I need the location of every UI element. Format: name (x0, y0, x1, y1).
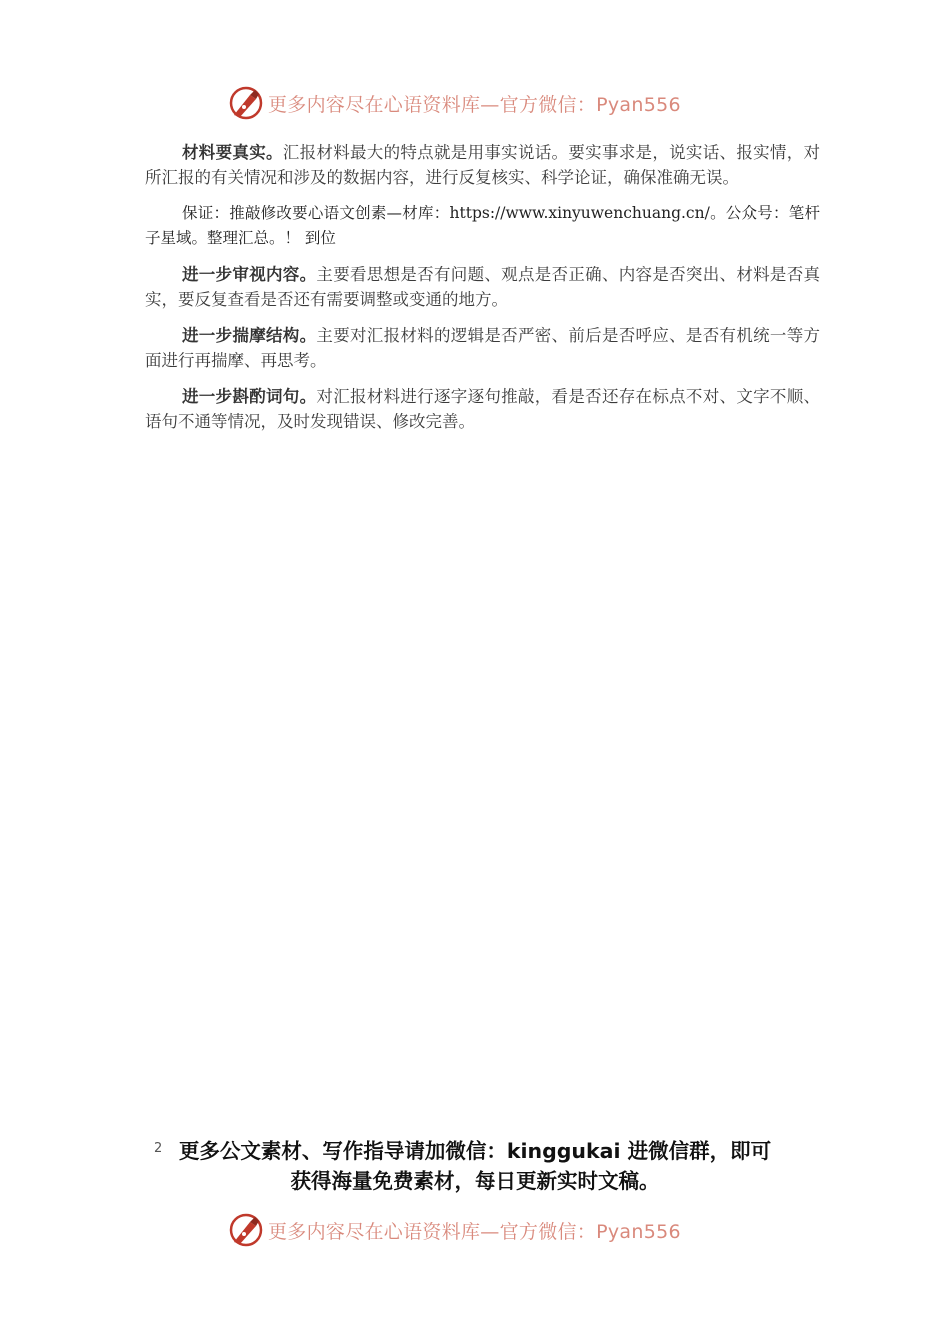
banner-text: 更多内容尽在心语资料库—官方微信：Pyan556 (268, 93, 681, 116)
source-url-link[interactable]: https://www.xinyuwenchuang.cn/ (449, 204, 710, 222)
paragraph-review-structure: 进一步揣摩结构。主要对汇报材料的逻辑是否严密、前后是否呼应、是否有机统一等方面进行再揣摩、再思考。 (145, 326, 821, 370)
paragraph-review-content: 进一步审视内容。主要看思想是否有问题、观点是否正确、内容是否突出、材料是否真实，要反复查看是否还有需要调整或变通的地方。 (145, 265, 821, 309)
page-number: 2 (154, 1141, 163, 1156)
document-body (145, 140, 820, 445)
banner-text: 更多内容尽在心语资料库—官方微信：Pyan556 (268, 1220, 681, 1243)
paragraph-material-authentic: 材料要真实。汇报材料最大的特点就是用事实说话。要实事求是，说实话、报实情，对所汇报的有关情况和涉及的数据内容，进行反复核实、科学论证，确保准确无误。 (145, 143, 821, 187)
promo-line-1: 更多公文素材、写作指导请加微信：kinggukai 进微信群，即可 (178, 1139, 772, 1163)
pen-nib-logo-icon (228, 1212, 264, 1248)
header-banner (228, 83, 728, 123)
footer-banner (228, 1210, 728, 1250)
paragraph-source-notice: 保证：推敲修改要心语文创素—材库：https://www.xinyuwenchuang.cn/。公众号：笔杆子星域。整理汇总。！ 到位 (145, 204, 820, 247)
promo-line-2: 获得海量免费素材，每日更新实时文稿。 (290, 1169, 660, 1193)
promo-notice (150, 1136, 800, 1196)
pen-nib-logo-icon (228, 85, 264, 121)
paragraph-review-wording: 进一步斟酌词句。对汇报材料进行逐字逐句推敲，看是否还存在标点不对、文字不顺、语句不通等情况，及时发现错误、修改完善。 (145, 387, 821, 431)
